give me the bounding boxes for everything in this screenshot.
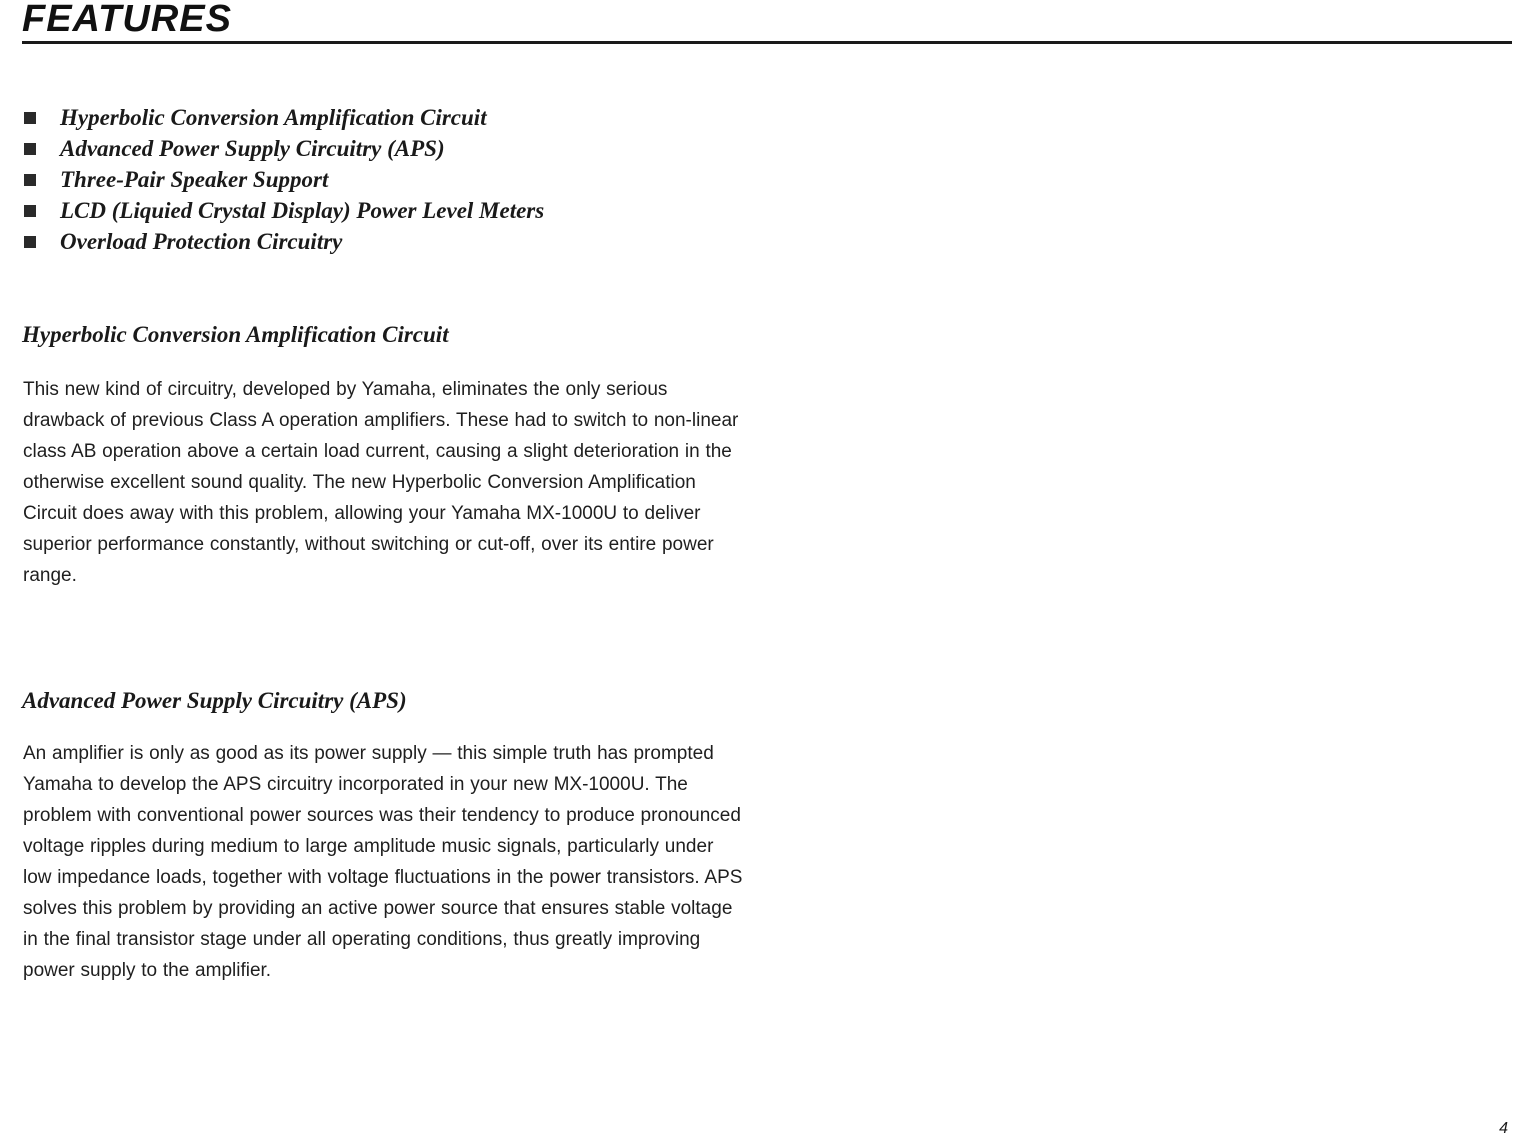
feature-list [24,102,544,257]
title-divider [22,41,1512,44]
feature-item [24,164,544,195]
feature-item [24,102,544,133]
square-bullet-icon [24,112,36,124]
section-body-hyperbolic: This new kind of circuitry, developed by Yamaha, eliminates the only serious drawback of previous Class A operation amplifiers. These had to switch to non-linear class AB operation above a certain load current, causing a slight deterioration in the otherwise excellent sound quality. The new Hyperbolic Conversion Amplification Circuit does away with this problem, allowing your Yamaha MX-1000U to deliver superior performance constantly, without switching or cut-off, over its entire power range. [23,379,739,586]
square-bullet-icon [24,236,36,248]
section-heading-hyperbolic: Hyperbolic Conversion Amplification Circuit [22,322,449,347]
page-title: FEATURES [22,0,232,40]
feature-label: Hyperbolic Conversion Amplification Circuit [60,104,487,130]
section-heading-aps: Advanced Power Supply Circuitry (APS) [22,688,407,713]
feature-item [24,133,544,164]
square-bullet-icon [24,174,36,186]
feature-label: Advanced Power Supply Circuitry (APS) [60,135,445,161]
square-bullet-icon [24,205,36,217]
feature-label: Overload Protection Circuitry [60,228,343,254]
feature-label: Three-Pair Speaker Support [60,166,329,192]
square-bullet-icon [24,143,36,155]
feature-item [24,195,544,226]
feature-label: LCD (Liquied Crystal Display) Power Level Meters [60,197,545,223]
feature-item [24,226,544,257]
page-number: 4 [1499,1120,1508,1137]
section-body-aps: An amplifier is only as good as its power supply — this simple truth has prompted Yamaha to develop the APS circuitry incorporated in your new MX-1000U. The problem with conventional power sources was their tendency to produce pronounced voltage ripples during medium to large amplitude music signals, particularly under low impedance loads, together with voltage fluctuations in the power transistors. APS solves this problem by providing an active power source that ensures stable voltage in the final transistor stage under all operating conditions, thus greatly improving power supply to the amplifier. [23,743,743,981]
